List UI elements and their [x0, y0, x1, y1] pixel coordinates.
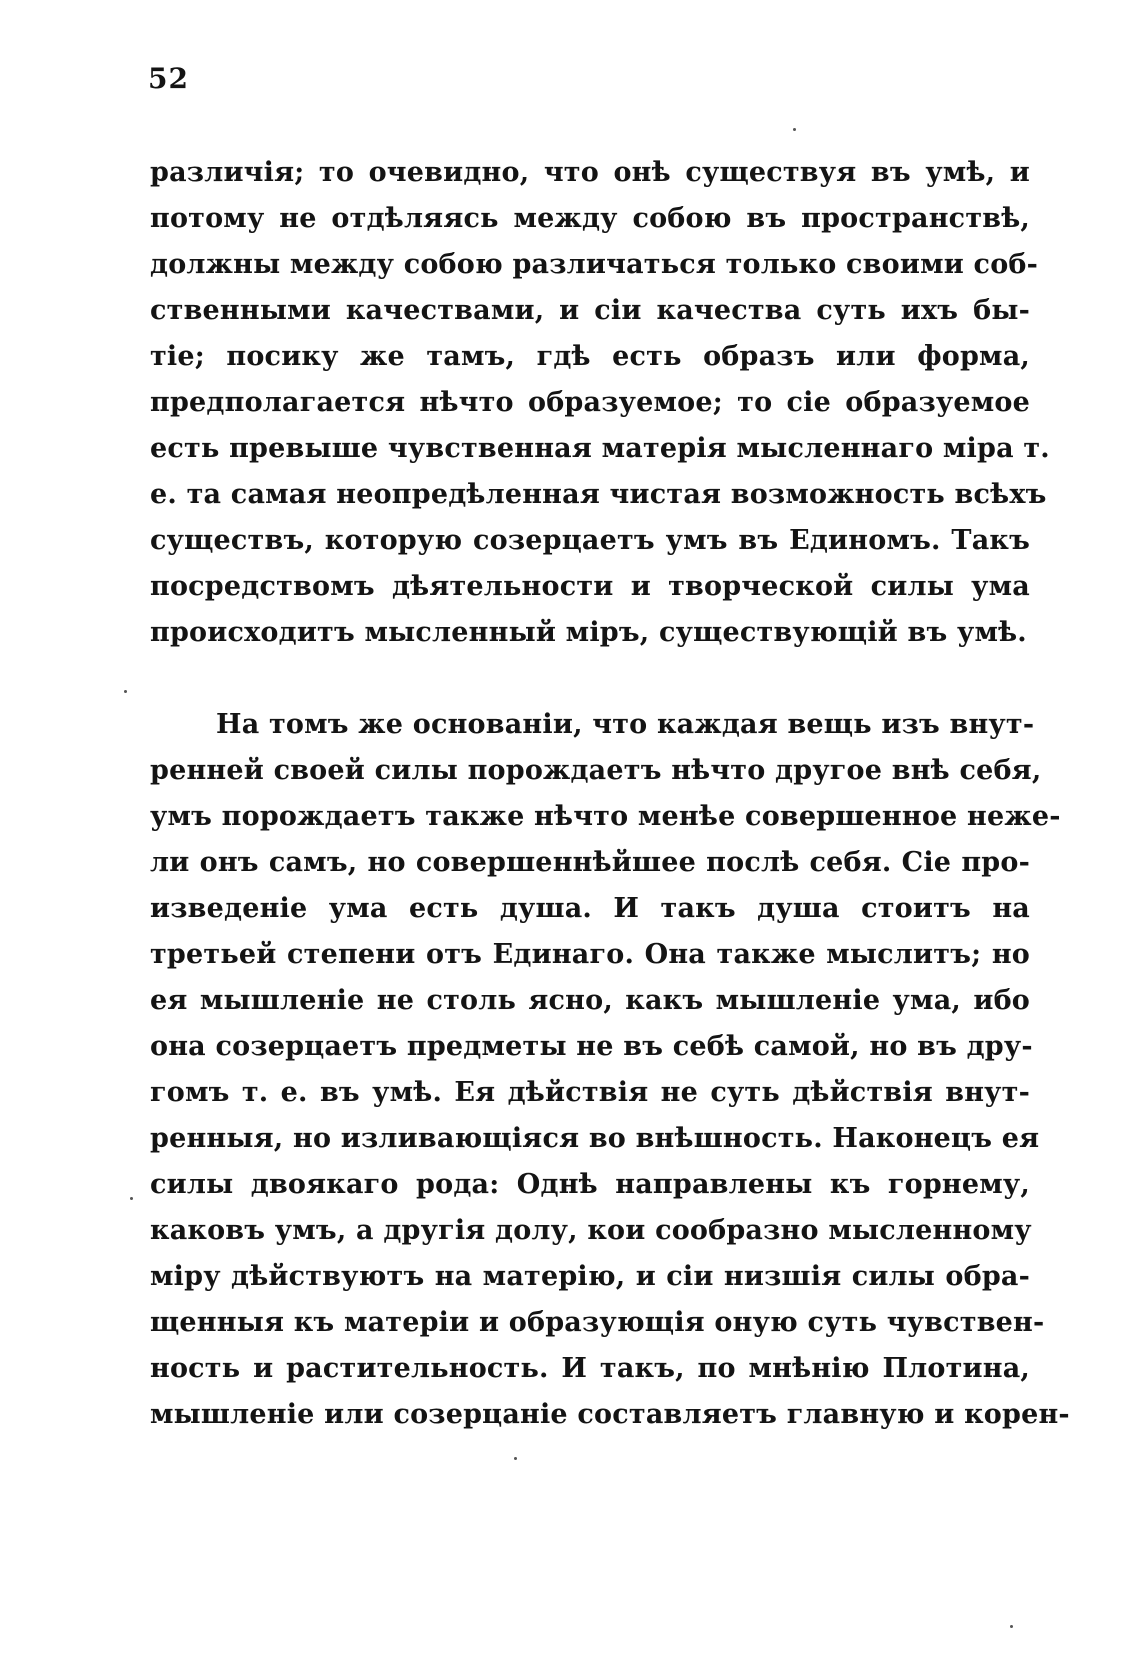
- page-number: 52: [148, 62, 189, 95]
- speck-mark: [1010, 1625, 1013, 1628]
- text-line: она созерцаетъ предметы не въ себѣ самой, но въ дру-: [150, 1031, 1033, 1062]
- paragraph-1: [150, 150, 1050, 656]
- text-line: происходитъ мысленный міръ, существующій въ умѣ.: [150, 617, 1027, 648]
- text-line: ренней своей силы порождаетъ нѣчто другое внѣ себя,: [150, 755, 1042, 786]
- text-line: силы двоякаго рода: Однѣ направлены къ горнему,: [150, 1169, 1030, 1200]
- text-line: міру дѣйствуютъ на матерію, и сіи низшія силы обра-: [150, 1261, 1030, 1292]
- speck-mark: [793, 128, 796, 131]
- text-line: ственными качествами, и сіи качества суть ихъ бы-: [150, 295, 1030, 326]
- text-line: изведеніе ума есть душа. И такъ душа стоитъ на: [150, 893, 1030, 924]
- text-line: каковъ умъ, а другія долу, кои сообразно мысленному: [150, 1215, 1032, 1246]
- text-line: должны между собою различаться только своими соб-: [150, 249, 1039, 280]
- text-line: е. та самая неопредѣленная чистая возможность всѣхъ: [150, 479, 1047, 510]
- text-line: ли онъ самъ, но совершеннѣйшее послѣ себя. Сіе про-: [150, 847, 1030, 878]
- speck-mark: [130, 1197, 133, 1200]
- text-line: ея мышленіе не столь ясно, какъ мышленіе ума, ибо: [150, 985, 1030, 1016]
- text-line: существъ, которую созерцаетъ умъ въ Единомъ. Такъ: [150, 525, 1030, 556]
- text-line: мышленіе или созерцаніе составляетъ главную и корен-: [150, 1399, 1070, 1430]
- text-line: умъ порождаетъ также нѣчто менѣе совершенное нежe-: [150, 801, 1061, 832]
- text-line: ность и растительность. И такъ, по мнѣнію Плотина,: [150, 1353, 1030, 1384]
- speck-mark: [124, 690, 127, 693]
- text-line: третьей степени отъ Единаго. Она также мыслитъ; но: [150, 939, 1030, 970]
- text-line: тіе; посику же тамъ, гдѣ есть образъ или форма,: [150, 341, 1030, 372]
- text-line: различія; то очевидно, что онѣ существуя въ умѣ, и: [150, 157, 1030, 188]
- text-line: гомъ т. е. въ умѣ. Ея дѣйствія не суть дѣйствія внут-: [150, 1077, 1030, 1108]
- text-line: посредствомъ дѣятельности и творческой силы ума: [150, 571, 1030, 602]
- text-line: ренныя, но изливающіяся во внѣшность. Наконецъ ея: [150, 1123, 1040, 1154]
- text-line: предполагается нѣчто образуемое; то сіе образуемое: [150, 387, 1030, 418]
- text-line: На томъ же основаніи, что каждая вещь изъ внут-: [216, 709, 1035, 740]
- text-line: потому не отдѣляясь между собою въ пространствѣ,: [150, 203, 1030, 234]
- text-line: щенныя къ матеріи и образующія оную суть чувствен-: [150, 1307, 1045, 1338]
- paragraph-2: [150, 702, 1070, 1438]
- text-line: есть превыше чувственная матерія мысленнаго міра т.: [150, 433, 1050, 464]
- speck-mark: [514, 1457, 517, 1460]
